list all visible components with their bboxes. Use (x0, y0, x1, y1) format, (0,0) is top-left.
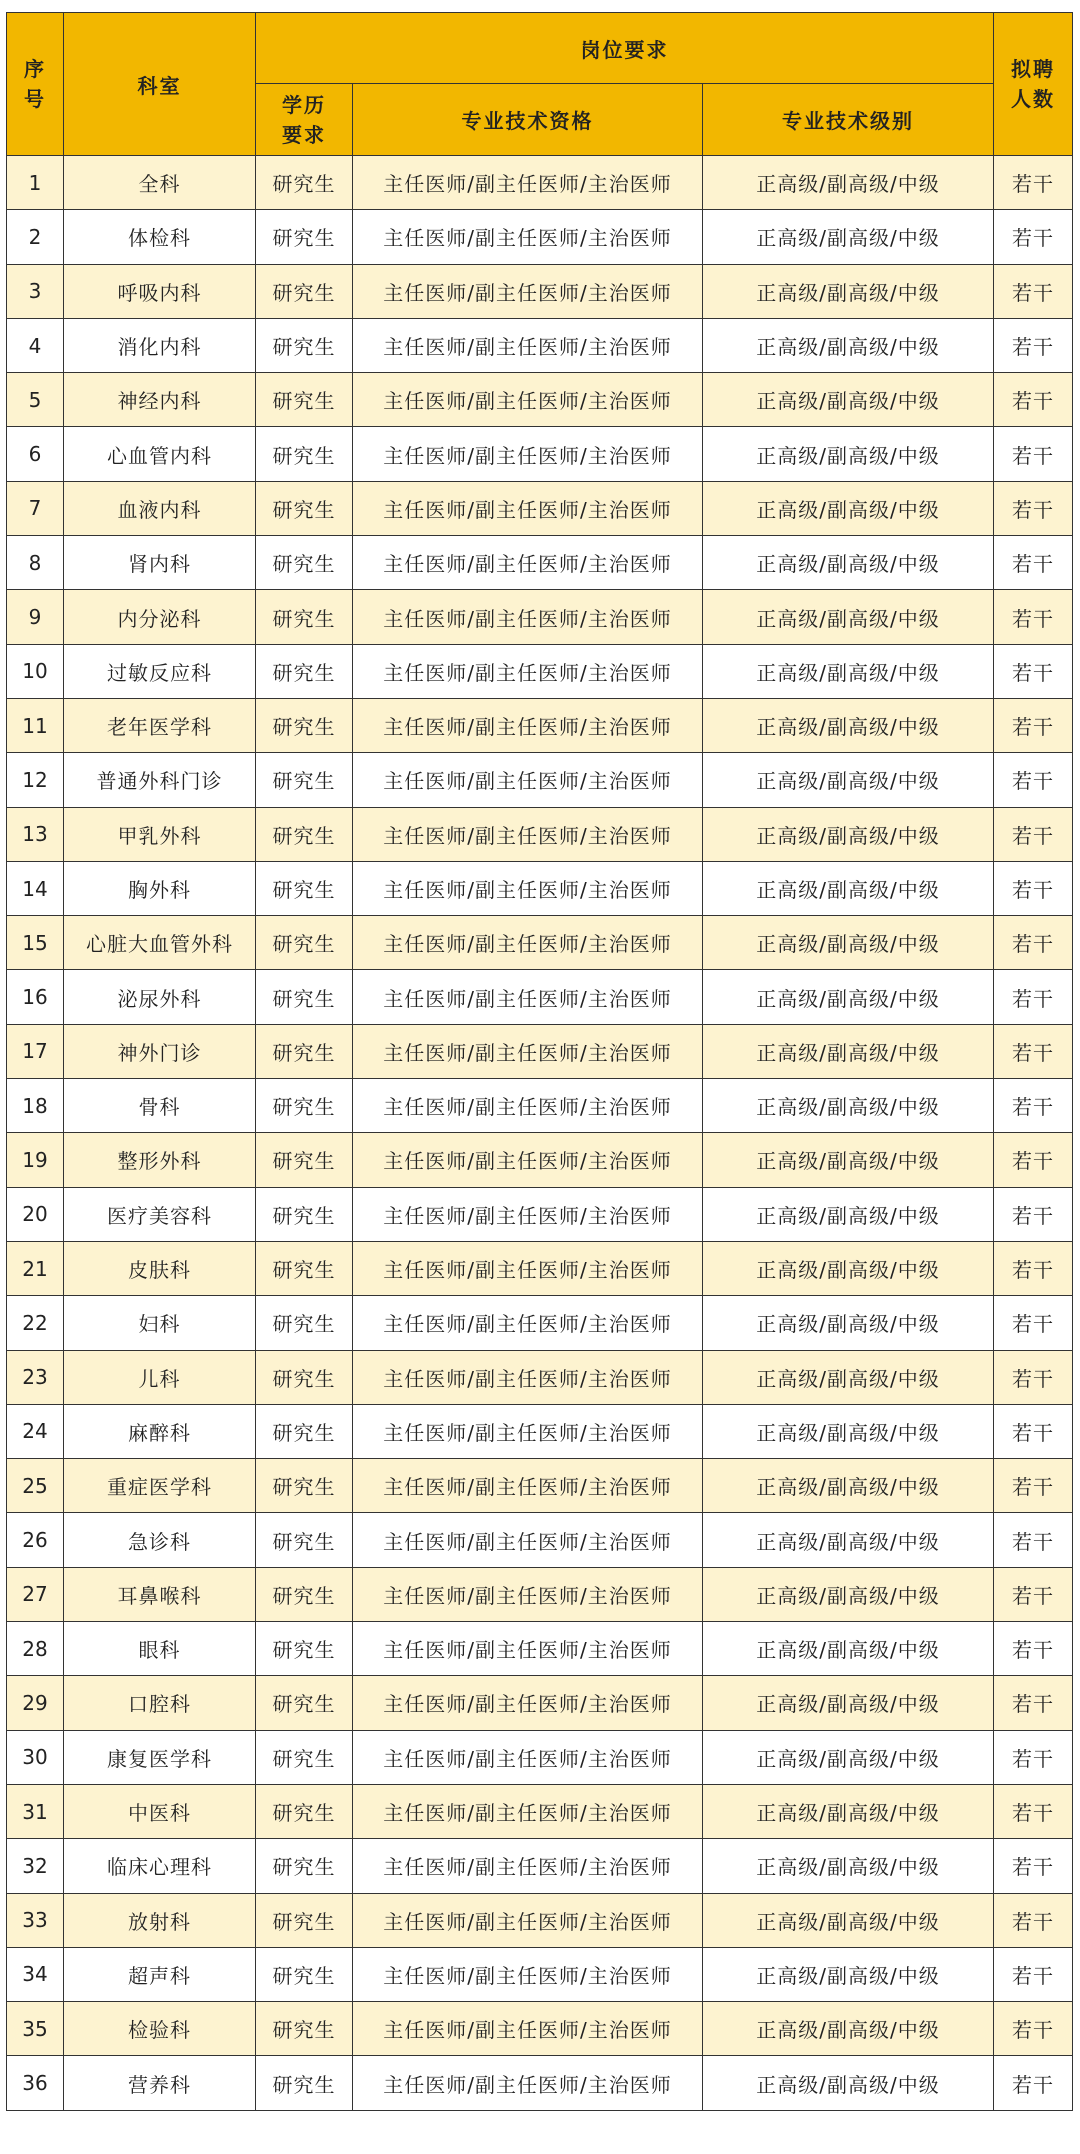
cell-count: 若干 (994, 644, 1073, 698)
cell-count: 若干 (994, 861, 1073, 915)
cell-edu: 研究生 (256, 1187, 353, 1241)
cell-level: 正高级/副高级/中级 (703, 644, 994, 698)
cell-level: 正高级/副高级/中级 (703, 318, 994, 372)
cell-count: 若干 (994, 2002, 1073, 2056)
cell-qual: 主任医师/副主任医师/主治医师 (353, 1296, 703, 1350)
recruitment-table-container (6, 12, 1072, 2111)
cell-dept: 妇科 (64, 1296, 256, 1350)
table-row (7, 861, 1073, 915)
cell-dept: 神外门诊 (64, 1024, 256, 1078)
cell-seq: 11 (7, 698, 64, 752)
table-row (7, 1133, 1073, 1187)
cell-seq: 7 (7, 481, 64, 535)
cell-seq: 29 (7, 1676, 64, 1730)
cell-dept: 全科 (64, 156, 256, 210)
cell-level: 正高级/副高级/中级 (703, 373, 994, 427)
cell-seq: 20 (7, 1187, 64, 1241)
table-row (7, 264, 1073, 318)
cell-edu: 研究生 (256, 1133, 353, 1187)
cell-level: 正高级/副高级/中级 (703, 1296, 994, 1350)
cell-count: 若干 (994, 481, 1073, 535)
cell-seq: 6 (7, 427, 64, 481)
cell-count: 若干 (994, 318, 1073, 372)
cell-dept: 血液内科 (64, 481, 256, 535)
table-row (7, 753, 1073, 807)
table-row (7, 1404, 1073, 1458)
cell-seq: 4 (7, 318, 64, 372)
table-row (7, 1730, 1073, 1784)
cell-qual: 主任医师/副主任医师/主治医师 (353, 210, 703, 264)
cell-qual: 主任医师/副主任医师/主治医师 (353, 427, 703, 481)
cell-dept: 皮肤科 (64, 1241, 256, 1295)
cell-dept: 康复医学科 (64, 1730, 256, 1784)
cell-edu: 研究生 (256, 861, 353, 915)
cell-qual: 主任医师/副主任医师/主治医师 (353, 2002, 703, 2056)
cell-edu: 研究生 (256, 1567, 353, 1621)
cell-edu: 研究生 (256, 1350, 353, 1404)
cell-edu: 研究生 (256, 1622, 353, 1676)
cell-seq: 8 (7, 536, 64, 590)
cell-dept: 过敏反应科 (64, 644, 256, 698)
cell-level: 正高级/副高级/中级 (703, 1893, 994, 1947)
cell-dept: 胸外科 (64, 861, 256, 915)
cell-seq: 27 (7, 1567, 64, 1621)
cell-dept: 甲乳外科 (64, 807, 256, 861)
cell-dept: 体检科 (64, 210, 256, 264)
cell-seq: 23 (7, 1350, 64, 1404)
header-count-label: 拟聘人数 (1011, 57, 1056, 111)
cell-dept: 急诊科 (64, 1513, 256, 1567)
cell-seq: 36 (7, 2056, 64, 2110)
cell-count: 若干 (994, 1241, 1073, 1295)
cell-dept: 整形外科 (64, 1133, 256, 1187)
cell-level: 正高级/副高级/中级 (703, 807, 994, 861)
table-row (7, 373, 1073, 427)
table-row (7, 156, 1073, 210)
cell-seq: 5 (7, 373, 64, 427)
cell-seq: 33 (7, 1893, 64, 1947)
cell-seq: 22 (7, 1296, 64, 1350)
table-row (7, 427, 1073, 481)
cell-count: 若干 (994, 1404, 1073, 1458)
cell-qual: 主任医师/副主任医师/主治医师 (353, 1133, 703, 1187)
cell-count: 若干 (994, 1024, 1073, 1078)
header-count (994, 13, 1073, 156)
cell-qual: 主任医师/副主任医师/主治医师 (353, 807, 703, 861)
cell-qual: 主任医师/副主任医师/主治医师 (353, 1079, 703, 1133)
cell-dept: 中医科 (64, 1784, 256, 1838)
cell-qual: 主任医师/副主任医师/主治医师 (353, 1459, 703, 1513)
cell-seq: 25 (7, 1459, 64, 1513)
cell-level: 正高级/副高级/中级 (703, 481, 994, 535)
cell-edu: 研究生 (256, 916, 353, 970)
cell-qual: 主任医师/副主任医师/主治医师 (353, 1187, 703, 1241)
cell-seq: 34 (7, 1947, 64, 2001)
cell-level: 正高级/副高级/中级 (703, 1839, 994, 1893)
table-row (7, 1079, 1073, 1133)
table-row (7, 1513, 1073, 1567)
cell-qual: 主任医师/副主任医师/主治医师 (353, 318, 703, 372)
cell-count: 若干 (994, 1513, 1073, 1567)
recruitment-table (6, 12, 1073, 2111)
cell-level: 正高级/副高级/中级 (703, 1187, 994, 1241)
header-level: 专业技术级别 (703, 84, 994, 156)
header-edu (256, 84, 353, 156)
cell-level: 正高级/副高级/中级 (703, 1730, 994, 1784)
cell-count: 若干 (994, 1079, 1073, 1133)
cell-qual: 主任医师/副主任医师/主治医师 (353, 1024, 703, 1078)
cell-level: 正高级/副高级/中级 (703, 1459, 994, 1513)
cell-qual: 主任医师/副主任医师/主治医师 (353, 1241, 703, 1295)
cell-level: 正高级/副高级/中级 (703, 1676, 994, 1730)
cell-qual: 主任医师/副主任医师/主治医师 (353, 1947, 703, 2001)
cell-qual: 主任医师/副主任医师/主治医师 (353, 373, 703, 427)
cell-level: 正高级/副高级/中级 (703, 970, 994, 1024)
table-row (7, 318, 1073, 372)
cell-edu: 研究生 (256, 1296, 353, 1350)
cell-level: 正高级/副高级/中级 (703, 1784, 994, 1838)
cell-seq: 18 (7, 1079, 64, 1133)
cell-count: 若干 (994, 1296, 1073, 1350)
cell-dept: 营养科 (64, 2056, 256, 2110)
cell-count: 若干 (994, 1893, 1073, 1947)
cell-count: 若干 (994, 1839, 1073, 1893)
cell-seq: 13 (7, 807, 64, 861)
cell-qual: 主任医师/副主任医师/主治医师 (353, 1730, 703, 1784)
cell-dept: 儿科 (64, 1350, 256, 1404)
cell-count: 若干 (994, 156, 1073, 210)
cell-count: 若干 (994, 1133, 1073, 1187)
cell-edu: 研究生 (256, 1893, 353, 1947)
cell-edu: 研究生 (256, 1513, 353, 1567)
table-row (7, 1676, 1073, 1730)
cell-edu: 研究生 (256, 536, 353, 590)
table-row (7, 1241, 1073, 1295)
cell-count: 若干 (994, 1187, 1073, 1241)
cell-qual: 主任医师/副主任医师/主治医师 (353, 536, 703, 590)
cell-level: 正高级/副高级/中级 (703, 2056, 994, 2110)
table-row (7, 970, 1073, 1024)
table-row (7, 1024, 1073, 1078)
cell-edu: 研究生 (256, 264, 353, 318)
table-row (7, 1893, 1073, 1947)
cell-edu: 研究生 (256, 210, 353, 264)
cell-edu: 研究生 (256, 1676, 353, 1730)
table-row (7, 1622, 1073, 1676)
cell-level: 正高级/副高级/中级 (703, 861, 994, 915)
table-row (7, 1567, 1073, 1621)
cell-count: 若干 (994, 1947, 1073, 2001)
cell-seq: 32 (7, 1839, 64, 1893)
cell-qual: 主任医师/副主任医师/主治医师 (353, 1567, 703, 1621)
cell-level: 正高级/副高级/中级 (703, 210, 994, 264)
cell-dept: 眼科 (64, 1622, 256, 1676)
cell-level: 正高级/副高级/中级 (703, 1513, 994, 1567)
cell-dept: 呼吸内科 (64, 264, 256, 318)
cell-seq: 17 (7, 1024, 64, 1078)
cell-edu: 研究生 (256, 373, 353, 427)
cell-qual: 主任医师/副主任医师/主治医师 (353, 1893, 703, 1947)
cell-edu: 研究生 (256, 427, 353, 481)
cell-dept: 麻醉科 (64, 1404, 256, 1458)
header-edu-label: 学历要求 (282, 92, 326, 147)
cell-dept: 内分泌科 (64, 590, 256, 644)
cell-level: 正高级/副高级/中级 (703, 698, 994, 752)
table-row (7, 1350, 1073, 1404)
cell-dept: 超声科 (64, 1947, 256, 2001)
cell-edu: 研究生 (256, 1404, 353, 1458)
table-row (7, 536, 1073, 590)
cell-qual: 主任医师/副主任医师/主治医师 (353, 2056, 703, 2110)
cell-count: 若干 (994, 1784, 1073, 1838)
cell-qual: 主任医师/副主任医师/主治医师 (353, 1404, 703, 1458)
cell-qual: 主任医师/副主任医师/主治医师 (353, 644, 703, 698)
cell-seq: 28 (7, 1622, 64, 1676)
cell-qual: 主任医师/副主任医师/主治医师 (353, 1350, 703, 1404)
cell-count: 若干 (994, 264, 1073, 318)
cell-count: 若干 (994, 1567, 1073, 1621)
cell-qual: 主任医师/副主任医师/主治医师 (353, 753, 703, 807)
cell-seq: 9 (7, 590, 64, 644)
cell-level: 正高级/副高级/中级 (703, 1567, 994, 1621)
cell-seq: 16 (7, 970, 64, 1024)
cell-qual: 主任医师/副主任医师/主治医师 (353, 916, 703, 970)
cell-dept: 泌尿外科 (64, 970, 256, 1024)
cell-seq: 24 (7, 1404, 64, 1458)
cell-edu: 研究生 (256, 481, 353, 535)
cell-count: 若干 (994, 916, 1073, 970)
cell-seq: 31 (7, 1784, 64, 1838)
cell-level: 正高级/副高级/中级 (703, 1350, 994, 1404)
cell-dept: 医疗美容科 (64, 1187, 256, 1241)
cell-dept: 临床心理科 (64, 1839, 256, 1893)
cell-qual: 主任医师/副主任医师/主治医师 (353, 970, 703, 1024)
table-row (7, 1187, 1073, 1241)
cell-seq: 15 (7, 916, 64, 970)
table-row (7, 1296, 1073, 1350)
cell-edu: 研究生 (256, 1024, 353, 1078)
table-row (7, 2056, 1073, 2110)
cell-dept: 消化内科 (64, 318, 256, 372)
table-row (7, 590, 1073, 644)
cell-qual: 主任医师/副主任医师/主治医师 (353, 698, 703, 752)
cell-dept: 心脏大血管外科 (64, 916, 256, 970)
header-qual: 专业技术资格 (353, 84, 703, 156)
cell-qual: 主任医师/副主任医师/主治医师 (353, 264, 703, 318)
cell-edu: 研究生 (256, 1730, 353, 1784)
cell-count: 若干 (994, 1730, 1073, 1784)
cell-seq: 12 (7, 753, 64, 807)
table-row (7, 210, 1073, 264)
cell-level: 正高级/副高级/中级 (703, 156, 994, 210)
cell-seq: 10 (7, 644, 64, 698)
cell-dept: 心血管内科 (64, 427, 256, 481)
table-row (7, 2002, 1073, 2056)
cell-edu: 研究生 (256, 807, 353, 861)
header-seq-label: 序号 (24, 57, 46, 111)
table-header (7, 13, 1073, 156)
cell-qual: 主任医师/副主任医师/主治医师 (353, 481, 703, 535)
table-body (7, 156, 1073, 2111)
cell-edu: 研究生 (256, 1947, 353, 2001)
cell-count: 若干 (994, 536, 1073, 590)
cell-seq: 14 (7, 861, 64, 915)
cell-seq: 21 (7, 1241, 64, 1295)
cell-seq: 2 (7, 210, 64, 264)
cell-count: 若干 (994, 1350, 1073, 1404)
cell-seq: 1 (7, 156, 64, 210)
cell-seq: 3 (7, 264, 64, 318)
cell-edu: 研究生 (256, 1241, 353, 1295)
cell-count: 若干 (994, 427, 1073, 481)
cell-count: 若干 (994, 1676, 1073, 1730)
cell-edu: 研究生 (256, 2056, 353, 2110)
cell-qual: 主任医师/副主任医师/主治医师 (353, 861, 703, 915)
header-seq (7, 13, 64, 156)
table-row (7, 698, 1073, 752)
cell-dept: 重症医学科 (64, 1459, 256, 1513)
cell-dept: 老年医学科 (64, 698, 256, 752)
cell-level: 正高级/副高级/中级 (703, 1133, 994, 1187)
cell-count: 若干 (994, 590, 1073, 644)
cell-dept: 耳鼻喉科 (64, 1567, 256, 1621)
cell-level: 正高级/副高级/中级 (703, 1622, 994, 1676)
cell-dept: 普通外科门诊 (64, 753, 256, 807)
cell-seq: 35 (7, 2002, 64, 2056)
cell-edu: 研究生 (256, 2002, 353, 2056)
cell-edu: 研究生 (256, 1079, 353, 1133)
cell-dept: 口腔科 (64, 1676, 256, 1730)
cell-level: 正高级/副高级/中级 (703, 1024, 994, 1078)
cell-edu: 研究生 (256, 1839, 353, 1893)
cell-level: 正高级/副高级/中级 (703, 2002, 994, 2056)
cell-level: 正高级/副高级/中级 (703, 427, 994, 481)
cell-level: 正高级/副高级/中级 (703, 590, 994, 644)
header-row-top (7, 13, 1073, 84)
cell-qual: 主任医师/副主任医师/主治医师 (353, 1513, 703, 1567)
table-row (7, 1784, 1073, 1838)
cell-edu: 研究生 (256, 970, 353, 1024)
table-row (7, 1459, 1073, 1513)
cell-level: 正高级/副高级/中级 (703, 536, 994, 590)
cell-edu: 研究生 (256, 1459, 353, 1513)
cell-count: 若干 (994, 753, 1073, 807)
header-dept: 科室 (64, 13, 256, 156)
cell-edu: 研究生 (256, 590, 353, 644)
cell-qual: 主任医师/副主任医师/主治医师 (353, 1784, 703, 1838)
cell-qual: 主任医师/副主任医师/主治医师 (353, 1622, 703, 1676)
cell-edu: 研究生 (256, 698, 353, 752)
cell-dept: 神经内科 (64, 373, 256, 427)
table-row (7, 1947, 1073, 2001)
cell-edu: 研究生 (256, 753, 353, 807)
cell-dept: 骨科 (64, 1079, 256, 1133)
cell-level: 正高级/副高级/中级 (703, 1079, 994, 1133)
cell-count: 若干 (994, 373, 1073, 427)
cell-count: 若干 (994, 1459, 1073, 1513)
cell-seq: 26 (7, 1513, 64, 1567)
cell-level: 正高级/副高级/中级 (703, 1947, 994, 2001)
cell-qual: 主任医师/副主任医师/主治医师 (353, 590, 703, 644)
cell-level: 正高级/副高级/中级 (703, 753, 994, 807)
table-row (7, 916, 1073, 970)
cell-count: 若干 (994, 2056, 1073, 2110)
cell-count: 若干 (994, 1622, 1073, 1676)
cell-dept: 肾内科 (64, 536, 256, 590)
table-row (7, 807, 1073, 861)
cell-level: 正高级/副高级/中级 (703, 1404, 994, 1458)
cell-edu: 研究生 (256, 318, 353, 372)
table-row (7, 644, 1073, 698)
cell-edu: 研究生 (256, 156, 353, 210)
cell-level: 正高级/副高级/中级 (703, 916, 994, 970)
table-row (7, 1839, 1073, 1893)
header-group: 岗位要求 (256, 13, 994, 84)
cell-qual: 主任医师/副主任医师/主治医师 (353, 1676, 703, 1730)
table-row (7, 481, 1073, 535)
cell-dept: 检验科 (64, 2002, 256, 2056)
cell-qual: 主任医师/副主任医师/主治医师 (353, 1839, 703, 1893)
cell-count: 若干 (994, 210, 1073, 264)
cell-dept: 放射科 (64, 1893, 256, 1947)
cell-seq: 30 (7, 1730, 64, 1784)
cell-level: 正高级/副高级/中级 (703, 1241, 994, 1295)
cell-count: 若干 (994, 970, 1073, 1024)
cell-edu: 研究生 (256, 1784, 353, 1838)
cell-count: 若干 (994, 698, 1073, 752)
cell-qual: 主任医师/副主任医师/主治医师 (353, 156, 703, 210)
cell-count: 若干 (994, 807, 1073, 861)
cell-edu: 研究生 (256, 644, 353, 698)
cell-seq: 19 (7, 1133, 64, 1187)
cell-level: 正高级/副高级/中级 (703, 264, 994, 318)
